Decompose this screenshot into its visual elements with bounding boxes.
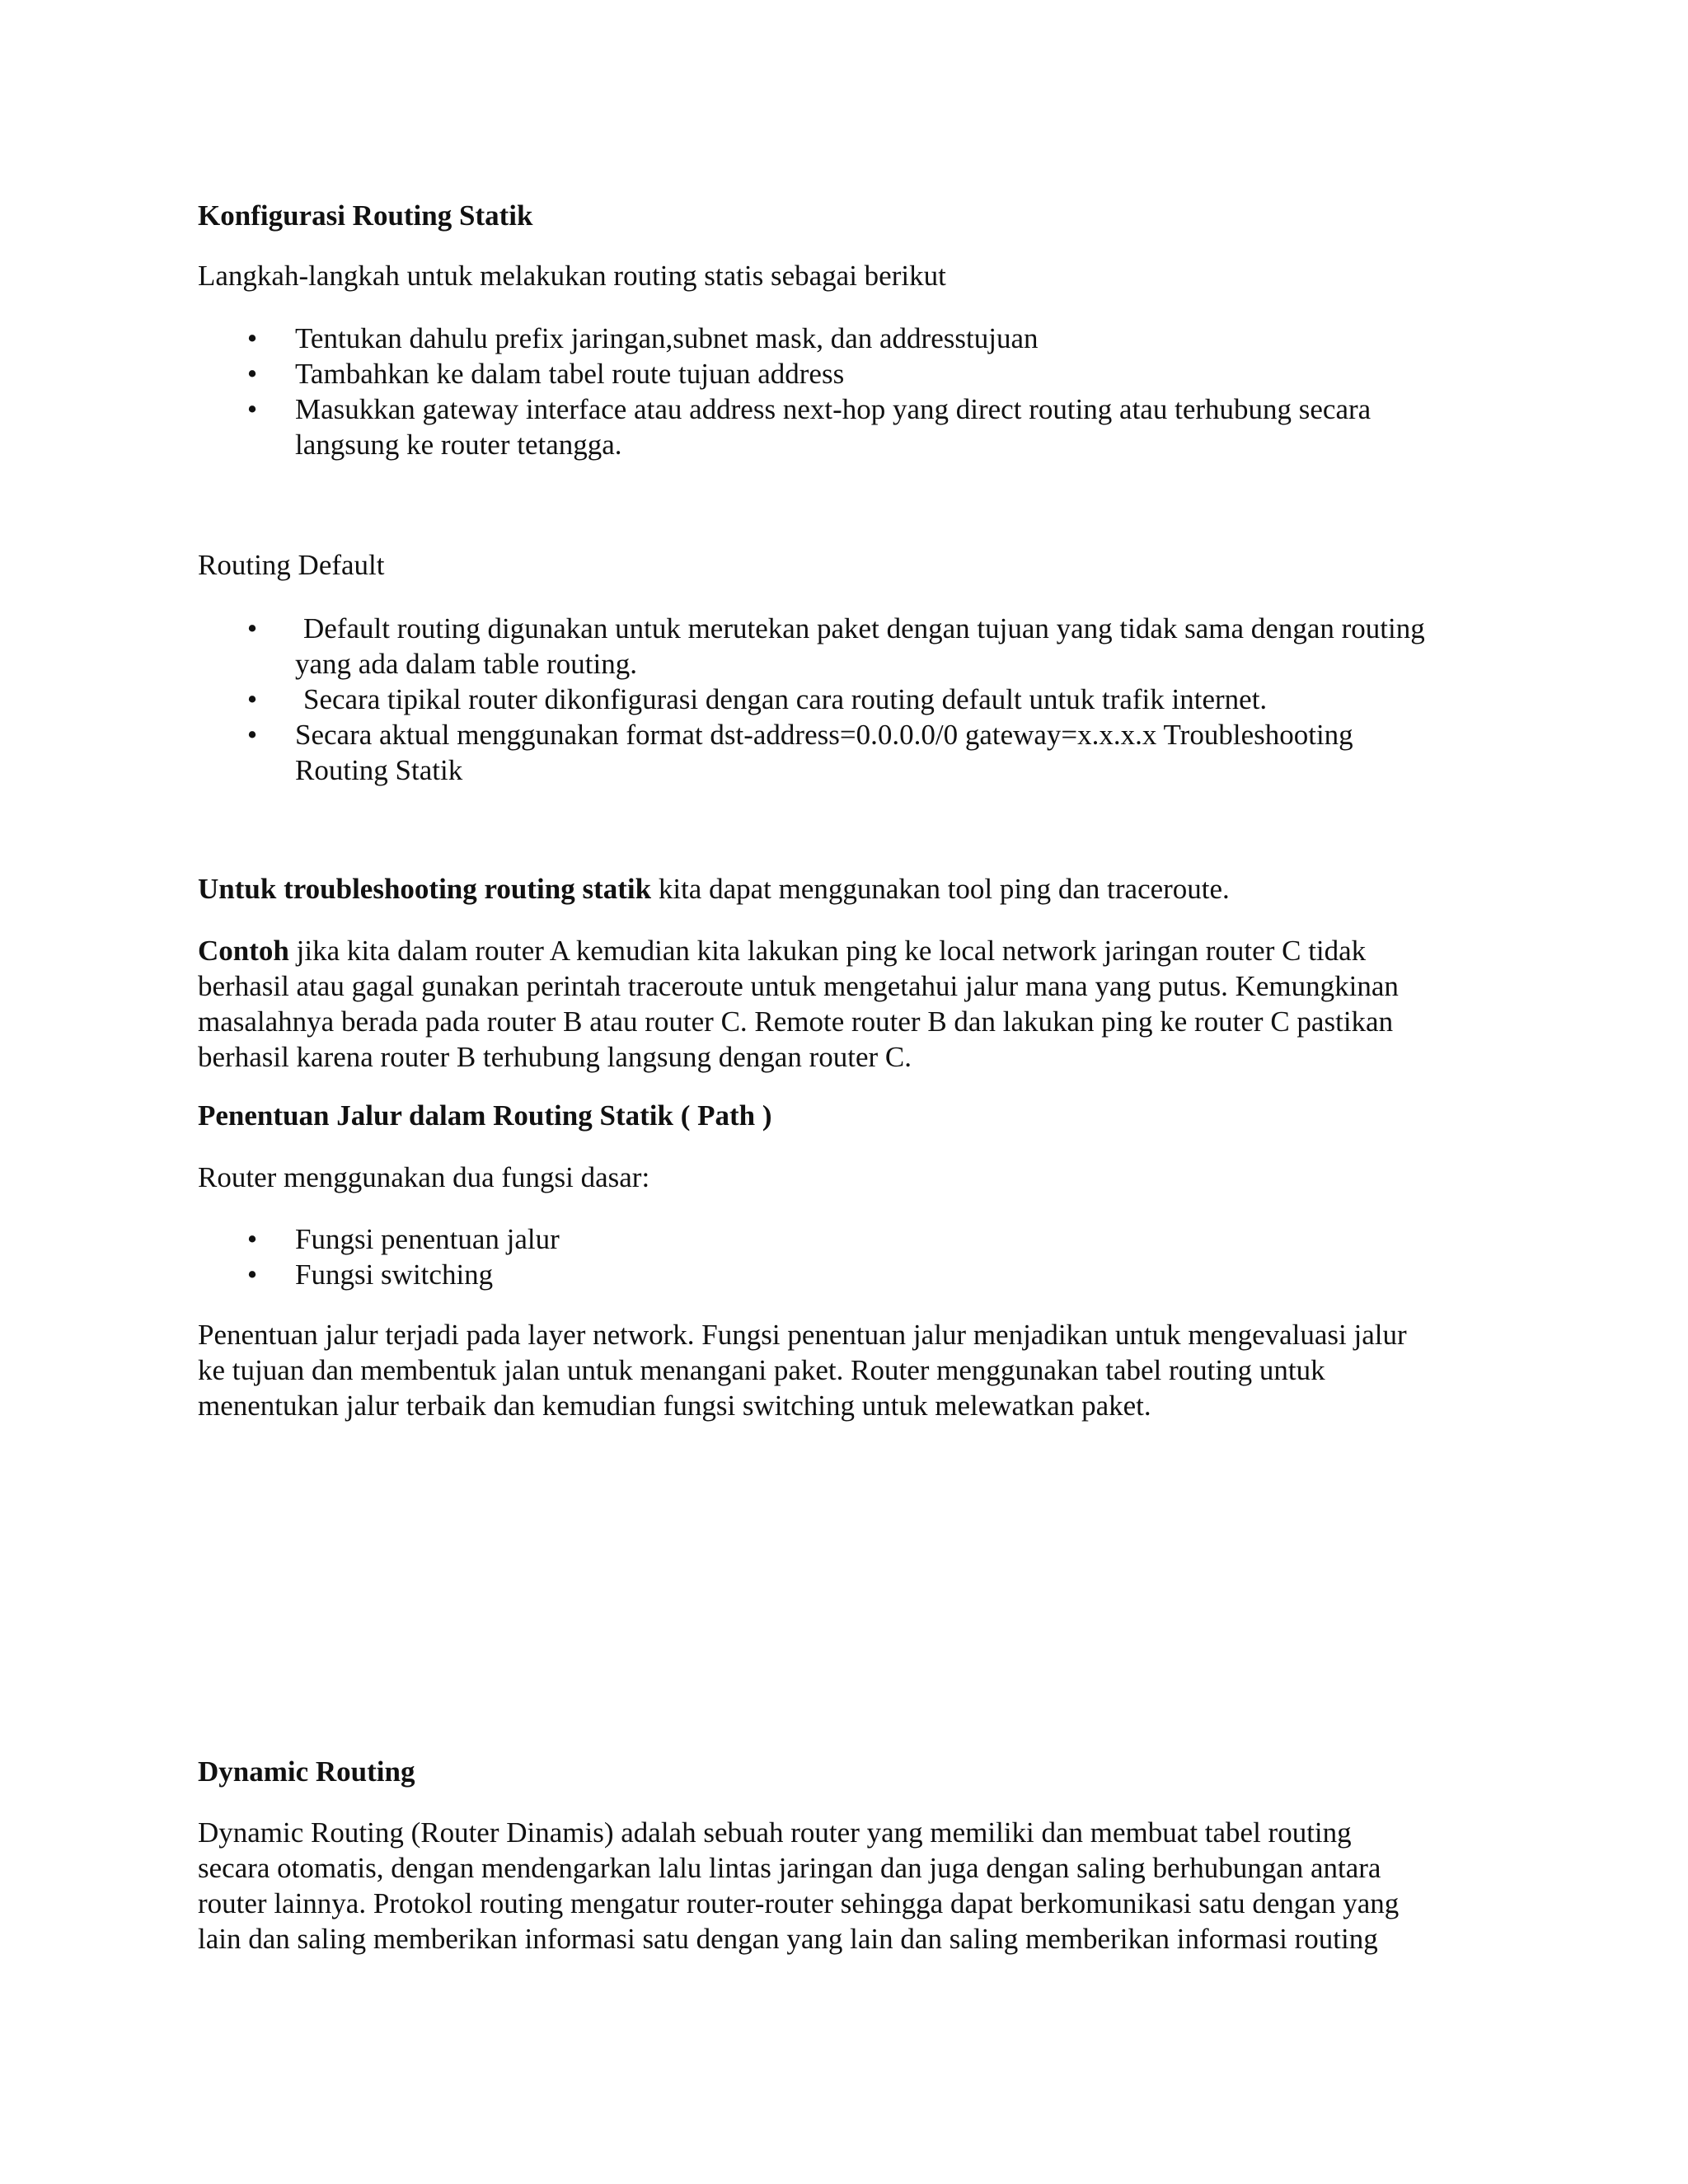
intro-fungsi-dasar: Router menggunakan dua fungsi dasar: [198,1161,650,1193]
list-item: • Tambahkan ke dalam tabel route tujuan address [198,356,1371,391]
heading-penentuan-jalur: Penentuan Jalur dalam Routing Statik ( Path ) [198,1099,772,1132]
bullet-icon [244,611,260,646]
list-item: • Tentukan dahulu prefix jaringan,subnet mask, dan addresstujuan [198,321,1371,356]
bullet-list-fungsi [198,1221,560,1292]
bullet-icon [244,321,260,356]
list-item: • Secara aktual menggunakan format dst-address=0.0.0.0/0 gateway=x.x.x.x Troubleshooting Routing Statik [198,717,1425,788]
example-paragraph: Contoh jika kita dalam router A kemudian kita lakukan ping ke local network jaringan router C tidak berhasil atau gagal gunakan perintah traceroute untuk mengetahui jalur mana yang putus. Kemungkinan masalahnya berada pada router B atau router C. Remote router B dan lakukan ping ke router C pastikan berhasil karena router B terhubung langsung dengan router C. [198,935,1399,1073]
intro-langkah: Langkah-langkah untuk melakukan routing statis sebagai berikut [198,260,946,292]
list-item: • Default routing digunakan untuk merutekan paket dengan tujuan yang tidak sama dengan routing yang ada dalam table routing. [198,611,1425,682]
troubleshooting-paragraph: Untuk troubleshooting routing statik kita dapat menggunakan tool ping dan traceroute. [198,873,1230,905]
heading-dynamic-routing: Dynamic Routing [198,1755,415,1788]
bullet-list-langkah [198,321,1371,462]
bullet-icon [244,682,260,717]
list-item: • Fungsi penentuan jalur [198,1221,560,1257]
dynamic-routing-paragraph: Dynamic Routing (Router Dinamis) adalah sebuah router yang memiliki dan membuat tabel routing secara otomatis, dengan mendengarkan lalu lintas jaringan dan juga dengan saling berhubungan antara router lainnya. Protokol routing mengatur router-router sehingga dapat berkomunikasi satu dengan yang lain dan saling memberikan informasi satu dengan yang lain dan saling memberikan informasi routing [198,1816,1400,1955]
bullet-icon [244,1221,260,1257]
heading-konfigurasi-routing-statik: Konfigurasi Routing Statik [198,199,533,232]
bullet-icon [244,391,260,427]
penentuan-jalur-paragraph: Penentuan jalur terjadi pada layer network. Fungsi penentuan jalur menjadikan untuk mengevaluasi jalur ke tujuan dan membentuk jalan untuk menangani paket. Router menggunakan tabel routing untuk menentukan jalur terbaik dan kemudian fungsi switching untuk melewatkan paket. [198,1319,1407,1422]
bullet-list-routing-default [198,611,1425,788]
bullet-icon [244,1257,260,1292]
list-item: • Secara tipikal router dikonfigurasi dengan cara routing default untuk trafik internet. [198,682,1425,717]
document-page [198,0,1517,2184]
list-item: • Masukkan gateway interface atau address next-hop yang direct routing atau terhubung secara langsung ke router tetangga. [198,391,1371,462]
list-item: • Fungsi switching [198,1257,560,1292]
bullet-icon [244,717,260,752]
bullet-icon [244,356,260,391]
heading-routing-default: Routing Default [198,549,385,581]
